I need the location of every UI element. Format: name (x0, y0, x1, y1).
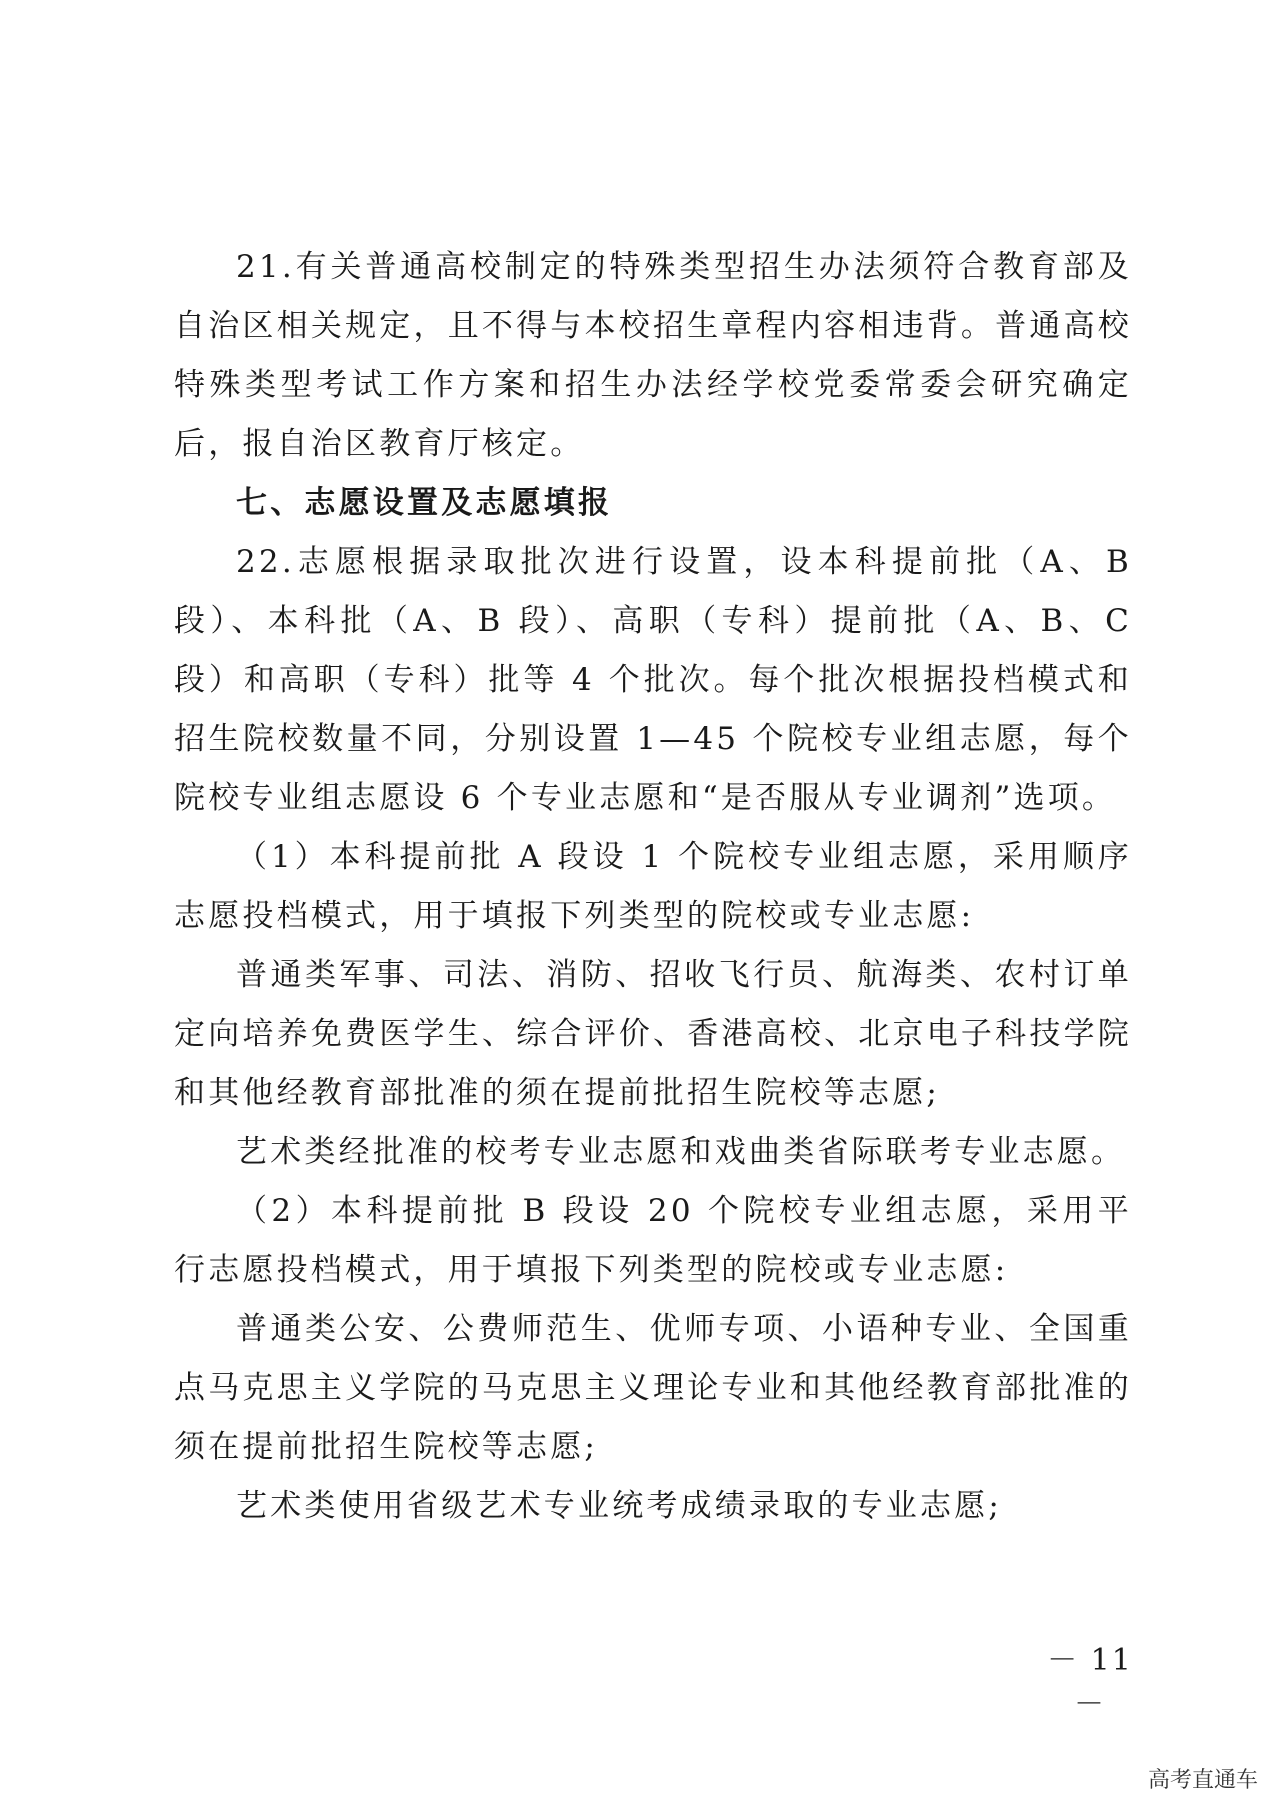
paragraph-21: 21.有关普通高校制定的特殊类型招生办法须符合教育部及自治区相关规定，且不得与本校招生章程内容相违背。普通高校特殊类型考试工作方案和招生办法经学校党委常委会研究确定后，报自治区教育厅核定。 (174, 249, 1132, 462)
paragraph-22-item-1-general: 普通类军事、司法、消防、招收飞行员、航海类、农村订单定向培养免费医学生、综合评价、香港高校、北京电子科技学院和其他经教育部批准的须在提前批招生院校等志愿; (174, 957, 1132, 1111)
page-number: － 11 － (1047, 1643, 1133, 1722)
paragraph-22-item-2-art: 艺术类使用省级艺术专业统考成绩录取的专业志愿; (236, 1488, 1003, 1524)
paragraph-22-item-2-general: 普通类公安、公费师范生、优师专项、小语种专业、全国重点马克思主义学院的马克思主义理论专业和其他经教育部批准的须在提前批招生院校等志愿; (174, 1311, 1132, 1465)
watermark-text: 高考直通车 (1147, 1768, 1258, 1793)
paragraph-22: 22.志愿根据录取批次进行设置，设本科提前批（A、B 段）、本科批（A、B 段）、高职（专科）提前批（A、B、C 段）和高职（专科）批等 4 个批次。每个批次根据投档模式和招生院校数量不同，分别设置 1—45 个院校专业组志愿，每个院校专业组志愿设 6 个专业志愿和“是否服从专业调剂”选项。 (174, 544, 1132, 816)
section-heading-7: 七、志愿设置及志愿填报 (236, 485, 613, 521)
paragraph-22-item-1-art: 艺术类经批准的校考专业志愿和戏曲类省际联考专业志愿。 (236, 1134, 1126, 1170)
document-body (174, 238, 1132, 1536)
paragraph-22-item-1: （1）本科提前批 A 段设 1 个院校专业组志愿，采用顺序志愿投档模式，用于填报下列类型的院校或专业志愿: (174, 839, 1132, 934)
paragraph-22-item-2: （2）本科提前批 B 段设 20 个院校专业组志愿，采用平行志愿投档模式，用于填报下列类型的院校或专业志愿: (174, 1193, 1132, 1288)
